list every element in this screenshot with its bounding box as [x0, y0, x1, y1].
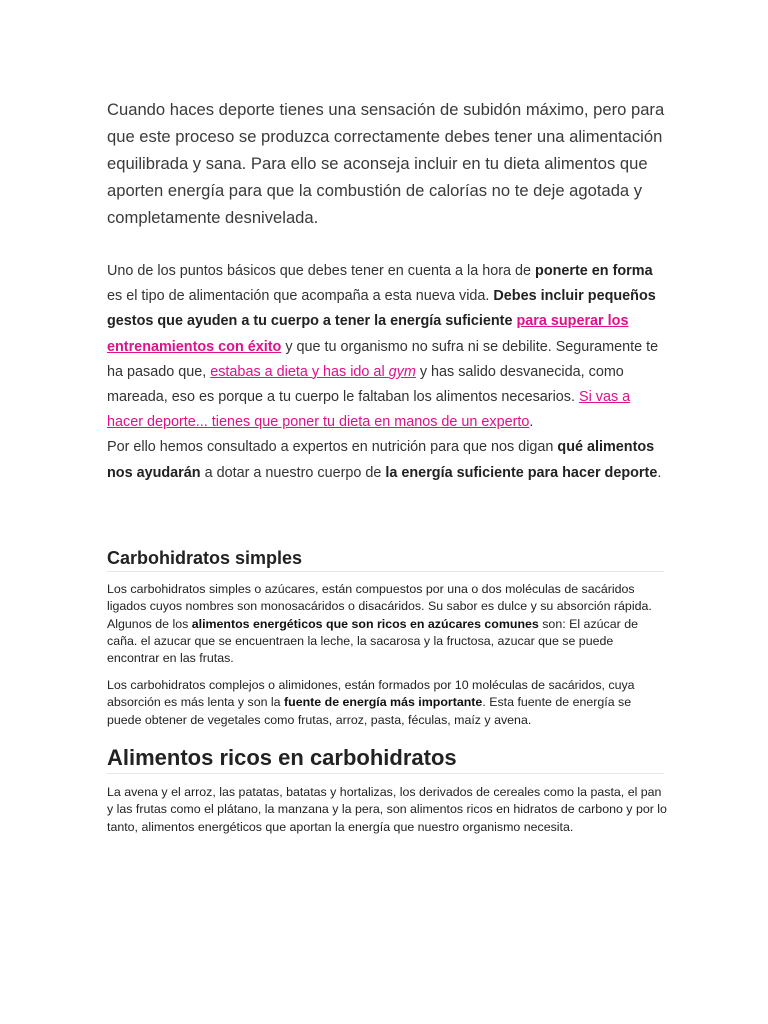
s1-p1-bold: alimentos energéticos que son ricos en azúcares comunes	[191, 616, 539, 631]
heading-alimentos-ricos: Alimentos ricos en carbohidratos	[107, 743, 664, 774]
para3-text-2: a dotar a nuestro cuerpo de	[200, 464, 386, 481]
s1-p2-text-2: . Esta fuente de energía se puede obtener de vegetales como frutas, arroz, pasta, féculas, maíz y avena.	[107, 695, 632, 727]
paragraph-ponerte-en-forma	[107, 259, 667, 435]
paragraph-alimentos-ricos: La avena y el arroz, las patatas, batatas y hortalizas, los derivados de cereales como la pasta, el pan y las frutas como el plátano, la manzana y la pera, son alimentos ricos en hidratos de carbono y por lo tanto, alimentos energéticos que aportan la energía que nuestro organismo necesita.	[107, 785, 667, 834]
para2-text-6: .	[529, 414, 534, 431]
s1-p2-bold: fuente de energía más importante	[284, 695, 483, 710]
para2-text-2: es el tipo de alimentación que acompaña a esta nueva vida.	[107, 288, 494, 305]
heading-carbohidratos-simples: Carbohidratos simples	[107, 545, 664, 572]
paragraph-expertos	[107, 435, 667, 485]
para2-text-1: Uno de los puntos básicos que debes tener en cuenta a la hora de	[107, 263, 536, 279]
s1-p1-text-1: Los carbohidratos simples o azúcares, están compuestos por una o dos moléculas de sacáridos ligados cuyos nombres son monosacáridos o disacáridos. Su sabor es dulce y su absorción rápida. Algunos de los	[107, 582, 652, 631]
link-superar-entrenamientos[interactable]: para superar los entrenamientos con éxito	[107, 313, 629, 355]
para2-bold-1: ponerte en forma	[535, 263, 653, 279]
para2-text-4: y que tu organismo no sufra ni se debilite. Seguramente te ha pasado que,	[107, 338, 659, 380]
link-dieta-experto[interactable]: Si vas a hacer deporte... tienes que poner tu dieta en manos de un experto	[107, 389, 631, 431]
s1-p1-text-2: son: El azúcar de caña. el azucar que se encuentraen la leche, la sacarosa y la fructosa, azucar que se puede encontrar en las frutas.	[107, 616, 638, 666]
paragraph-carbohidratos-simples	[107, 581, 667, 667]
s1-p2-text-1: Los carbohidratos complejos o alimidones, están formados por 10 moléculas de sacáridos, cuya absorción es más lenta y son la	[107, 678, 635, 710]
para2-bold-2: Debes incluir pequeños gestos que ayuden a tu cuerpo a tener la energía suficiente	[107, 288, 656, 330]
link-dieta-gym-text: estabas a dieta y has ido al	[210, 363, 389, 380]
para3-bold-2: la energía suficiente para hacer deporte	[385, 464, 658, 481]
link-dieta-gym[interactable]	[210, 364, 416, 380]
para3-text-3: .	[657, 464, 662, 481]
para2-text-5: y has salido desvanecida, como mareada, eso es porque a tu cuerpo le faltaban los alimentos necesarios.	[107, 363, 624, 406]
paragraph-carbohidratos-complejos	[107, 677, 667, 729]
body-block	[107, 259, 667, 486]
link-dieta-gym-em: gym	[388, 363, 416, 380]
para3-bold-1: qué alimentos nos ayudarán	[107, 439, 655, 481]
para3-text-1: Por ello hemos consultado a expertos en nutrición para que nos digan	[107, 439, 558, 456]
intro-paragraph: Cuando haces deporte tienes una sensación de subidón máximo, pero para que este proceso se produzca correctamente debes tener una alimentación equilibrada y sana. Para ello se aconseja incluir en tu dieta alimentos que aporten energía para que la combustión de calorías no te deje agotada y completamente desnivelada.	[107, 100, 665, 227]
